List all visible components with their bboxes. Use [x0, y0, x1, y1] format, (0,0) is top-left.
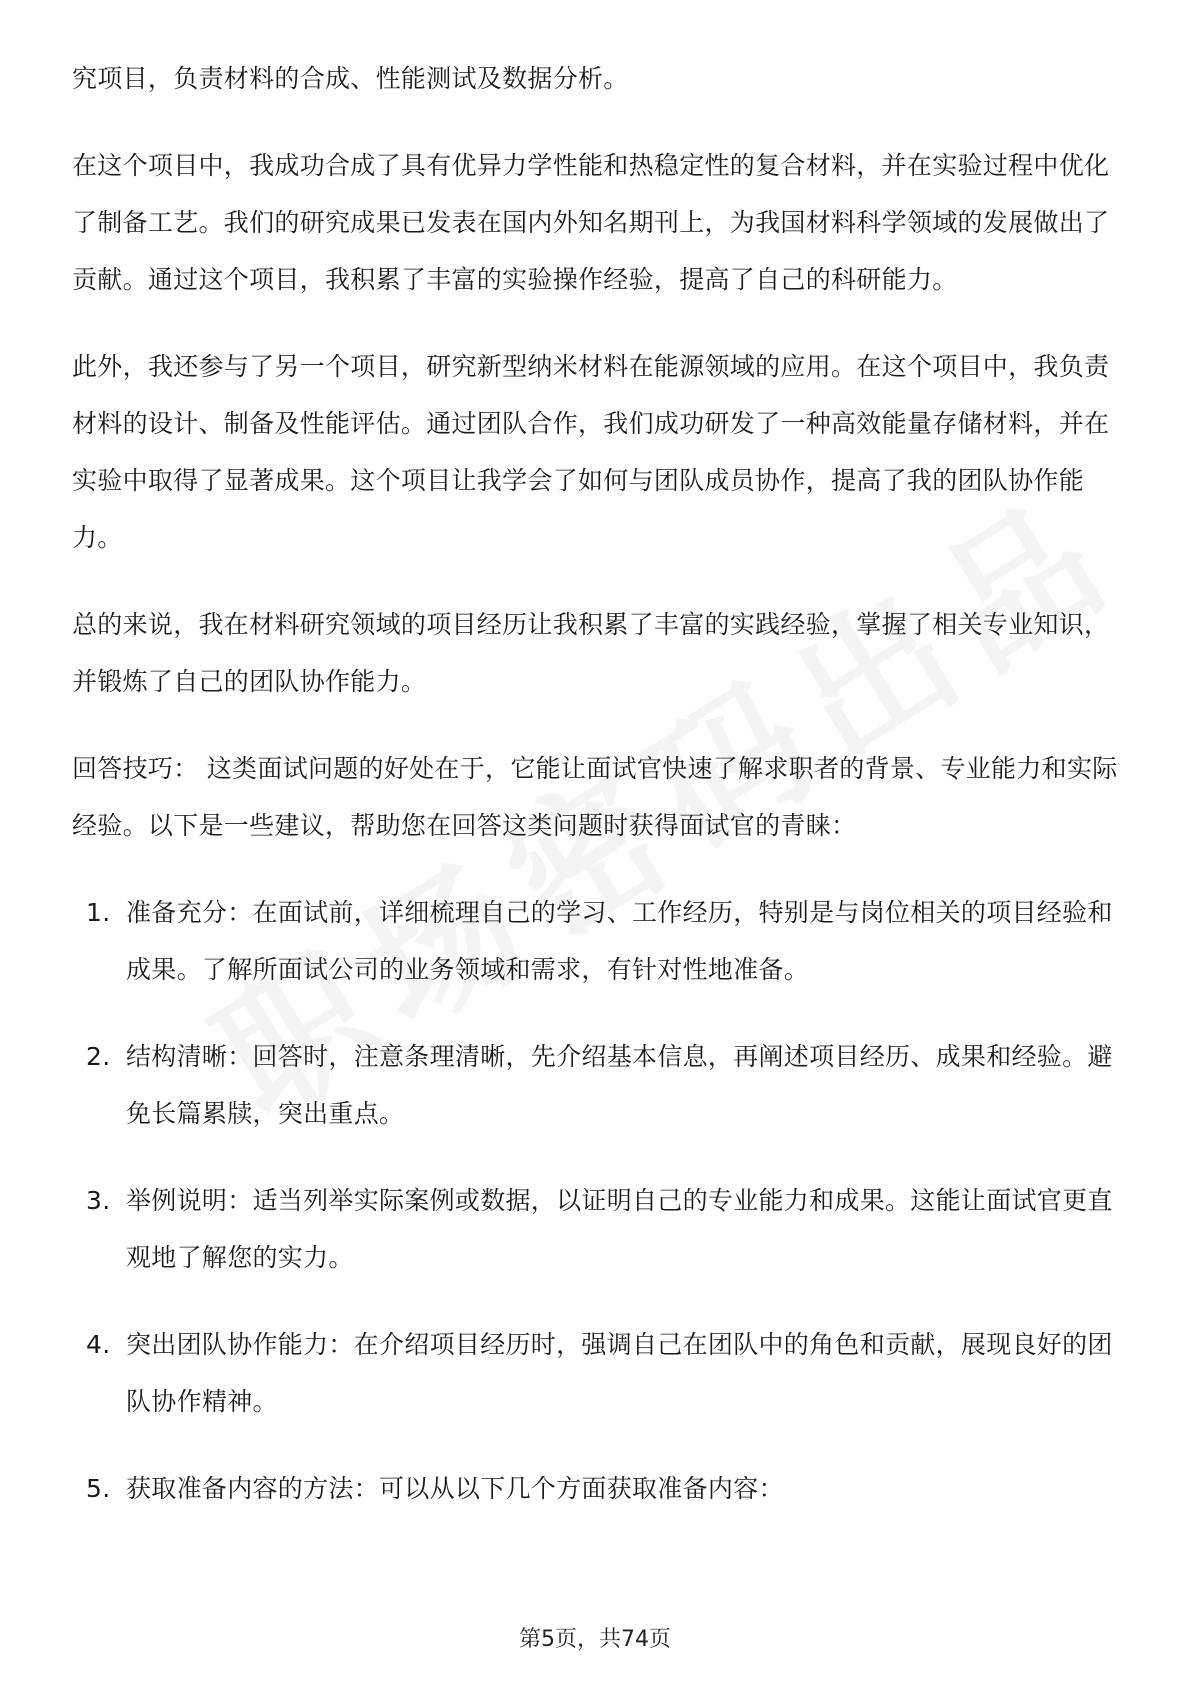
list-number: 4. — [86, 1330, 111, 1359]
list-item — [72, 1316, 1118, 1430]
document-body — [72, 50, 1118, 1547]
list-number: 3. — [86, 1186, 111, 1215]
paragraph: 究项目，负责材料的合成、性能测试及数据分析。 — [72, 64, 629, 93]
paragraph: 在这个项目中，我成功合成了具有优异力学性能和热稳定性的复合材料，并在实验过程中优化了制备工艺。我们的研究成果已发表在国内外知名期刊上，为我国材料科学领域的发展做出了贡献。通过这个项目，我积累了丰富的实验操作经验，提高了自己的科研能力。 — [72, 151, 1110, 294]
list-item — [72, 1172, 1118, 1286]
list-item-text: 突出团队协作能力：在介绍项目经历时，强调自己在团队中的角色和贡献，展现良好的团队协作精神。 — [126, 1330, 1113, 1416]
list-item — [72, 1028, 1118, 1142]
list-number: 5. — [86, 1474, 111, 1503]
paragraph: 此外，我还参与了另一个项目，研究新型纳米材料在能源领域的应用。在这个项目中，我负责材料的设计、制备及性能评估。通过团队合作，我们成功研发了一种高效能量存储材料，并在实验中取得了显著成果。这个项目让我学会了如何与团队成员协作，提高了我的团队协作能力。 — [72, 352, 1110, 552]
tips-list — [72, 884, 1118, 1517]
list-item-text: 获取准备内容的方法：可以从以下几个方面获取准备内容： — [126, 1474, 784, 1503]
tips-paragraph: 回答技巧： 这类面试问题的好处在于，它能让面试官快速了解求职者的背景、专业能力和实际经验。以下是一些建议，帮助您在回答这类问题时获得面试官的青睐： — [72, 754, 1118, 840]
list-item-text: 准备充分：在面试前，详细梳理自己的学习、工作经历，特别是与岗位相关的项目经验和成果。了解所面试公司的业务领域和需求，有针对性地准备。 — [126, 898, 1113, 984]
list-item — [72, 884, 1118, 998]
list-number: 1. — [86, 898, 111, 927]
list-number: 2. — [86, 1042, 111, 1071]
list-item-text: 举例说明：适当列举实际案例或数据，以证明自己的专业能力和成果。这能让面试官更直观地了解您的实力。 — [126, 1186, 1113, 1272]
paragraph: 总的来说，我在材料研究领域的项目经历让我积累了丰富的实践经验，掌握了相关专业知识，并锻炼了自己的团队协作能力。 — [72, 610, 1110, 696]
list-item-text: 结构清晰：回答时，注意条理清晰，先介绍基本信息，再阐述项目经历、成果和经验。避免长篇累牍，突出重点。 — [126, 1042, 1113, 1128]
page-footer: 第5页，共74页 — [519, 1627, 671, 1652]
list-item — [72, 1460, 1118, 1517]
